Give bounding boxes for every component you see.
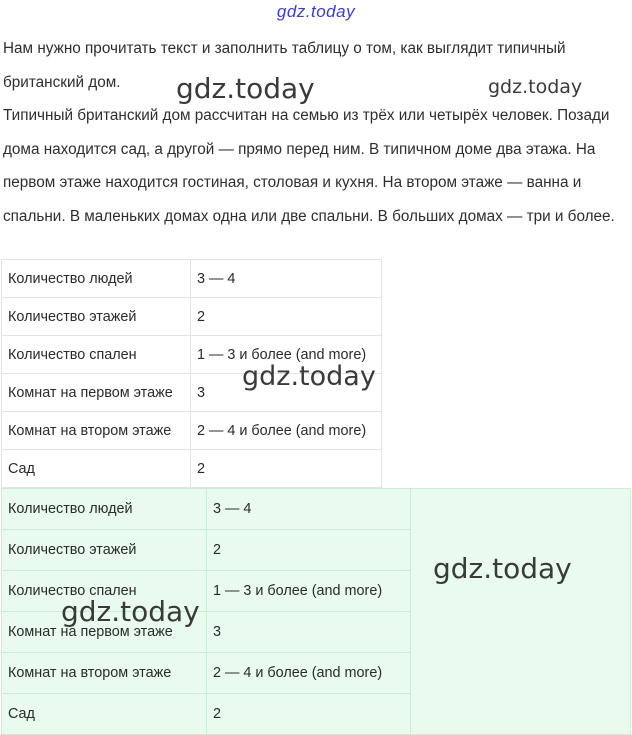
header-watermark: gdz.today bbox=[276, 2, 356, 21]
intro-paragraph: Нам нужно прочитать текст и заполнить таблицу о том, как выглядит типичный британский дом. bbox=[3, 40, 566, 91]
table-cell-value: 3 bbox=[207, 612, 411, 653]
table-cell-value: 2 bbox=[191, 450, 382, 488]
table-cell-value: 1 — 3 и более (and more) bbox=[191, 336, 382, 374]
table-cell-label: Сад bbox=[2, 450, 191, 488]
table-cell-label: Количество спален bbox=[2, 336, 191, 374]
table-cell-label: Количество этажей bbox=[2, 298, 191, 336]
table-row bbox=[2, 489, 411, 530]
text-body bbox=[3, 32, 629, 233]
table-cell-value: 2 — 4 и более (and more) bbox=[191, 412, 382, 450]
table-cell-value: 2 bbox=[191, 298, 382, 336]
table-row bbox=[2, 298, 382, 336]
watermark: gdz.today bbox=[242, 361, 376, 392]
table-cell-value: 3 — 4 bbox=[207, 489, 411, 530]
table-row bbox=[2, 260, 382, 298]
table-cell-value: 2 — 4 и более (and more) bbox=[207, 653, 411, 694]
table-row bbox=[2, 530, 411, 571]
table-cell-label: Количество спален bbox=[2, 571, 207, 612]
table-cell-label: Комнат на втором этаже bbox=[2, 412, 191, 450]
table-cell-label: Комнат на первом этаже bbox=[2, 374, 191, 412]
watermark: gdz.today bbox=[176, 72, 315, 105]
watermark: gdz.today bbox=[433, 552, 572, 585]
table-cell-value: 3 bbox=[191, 374, 382, 412]
table-cell-label: Количество людей bbox=[2, 260, 191, 298]
watermark: gdz.today bbox=[61, 595, 200, 628]
description-paragraph: Типичный британский дом рассчитан на семью из трёх или четырёх человек. Позади дома находится сад, а другой — прямо перед ним. В типичном доме два этажа. На первом этаже находится гостиная, столовая и кухня. На втором этаже — ванна и спальни. В маленьких домах одна или две спальни. В больших домах — три и более. bbox=[3, 107, 615, 225]
table-cell-value: 1 — 3 и более (and more) bbox=[207, 571, 411, 612]
table-row bbox=[2, 450, 382, 488]
table-row bbox=[2, 694, 411, 735]
table-cell-label: Количество этажей bbox=[2, 530, 207, 571]
table-row bbox=[2, 412, 382, 450]
table-cell-value: 2 bbox=[207, 694, 411, 735]
table-cell-label: Количество людей bbox=[2, 489, 207, 530]
table-cell-value: 3 — 4 bbox=[191, 260, 382, 298]
table-cell-label: Комнат на втором этаже bbox=[2, 653, 207, 694]
table-cell-label: Комнат на первом этаже bbox=[2, 612, 207, 653]
table-cell-label: Сад bbox=[2, 694, 207, 735]
watermark: gdz.today bbox=[488, 76, 583, 98]
table-cell-value: 2 bbox=[207, 530, 411, 571]
table-row bbox=[2, 653, 411, 694]
